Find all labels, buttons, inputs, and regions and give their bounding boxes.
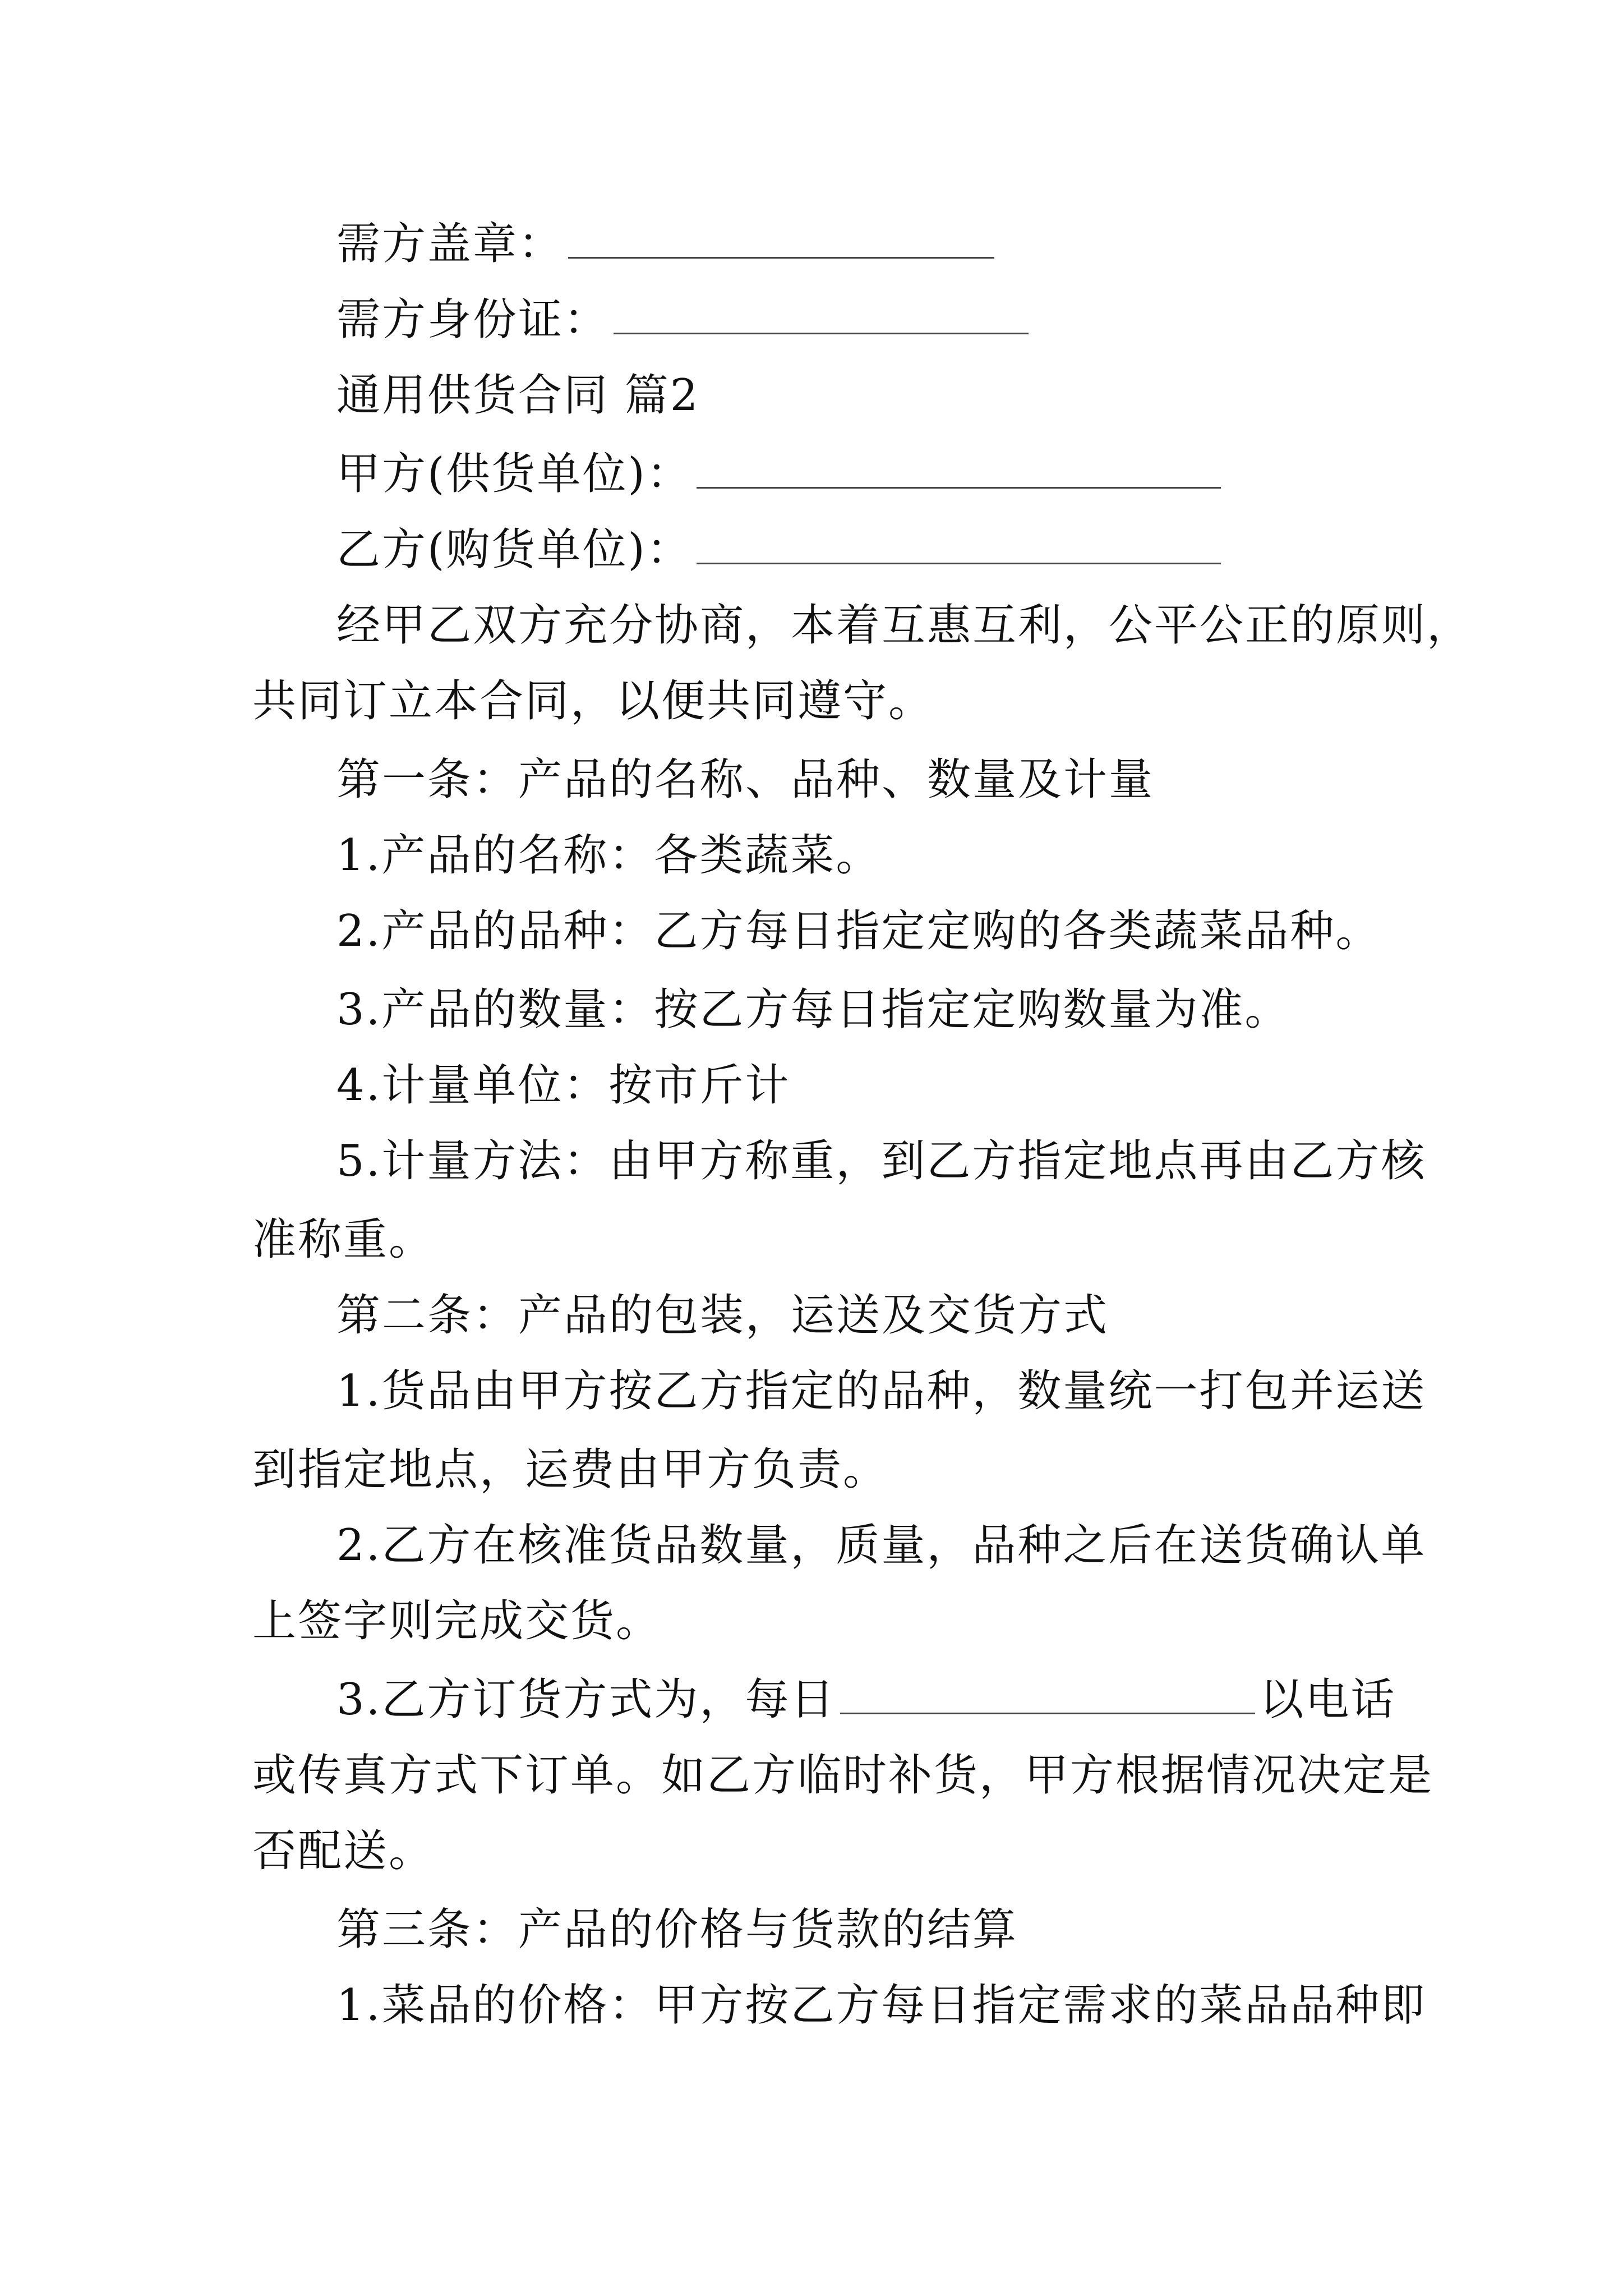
article-1-item-1: 1.产品的名称：各类蔬菜。 <box>336 830 882 881</box>
contract-title: 通用供货合同 篇2 <box>336 370 700 421</box>
article-2-heading: 第二条：产品的包装，运送及交货方式 <box>336 1290 1109 1341</box>
preamble-line-2: 共同订立本合同，以便共同遵守。 <box>252 676 934 726</box>
preamble-line-1: 经甲乙双方充分协商，本着互惠互利，公平公正的原则， <box>336 600 1473 651</box>
buyer-id-label: 需方身份证： <box>336 295 610 345</box>
article-2-item-1-line-1: 1.货品由甲方按乙方指定的品种，数量统一打包并运送 <box>336 1366 1427 1416</box>
article-1-item-5-line-2: 准称重。 <box>252 1214 435 1265</box>
party-b-label: 乙方(购货单位)： <box>336 524 692 575</box>
article-1-item-3: 3.产品的数量：按乙方每日指定定购数量为准。 <box>336 984 1290 1035</box>
party-b-line <box>336 522 1391 578</box>
order-time-blank[interactable] <box>840 1672 1255 1714</box>
buyer-seal-label: 需方盖章： <box>336 219 564 269</box>
party-b-blank[interactable] <box>697 522 1221 564</box>
party-a-blank[interactable] <box>697 447 1221 489</box>
article-2-item-2-line-2: 上签字则完成交货。 <box>252 1596 662 1646</box>
buyer-id-blank[interactable] <box>614 292 1029 334</box>
buyer-seal-blank[interactable] <box>568 217 994 259</box>
order-method-text: 3.乙方订货方式为，每日 <box>336 1674 836 1725</box>
article-2-item-1-line-2: 到指定地点，运费由甲方负责。 <box>252 1444 889 1495</box>
buyer-seal-line <box>336 216 1391 272</box>
article-2-item-2-line-1: 2.乙方在核准货品数量，质量，品种之后在送货确认单 <box>336 1520 1427 1571</box>
article-1-item-4: 4.计量单位：按市斤计 <box>336 1060 791 1111</box>
order-method-suffix: 以电话 <box>1260 1674 1396 1725</box>
article-2-item-3-line-1 <box>336 1672 1396 1728</box>
article-1-item-5-line-1: 5.计量方法：由甲方称重，到乙方指定地点再由乙方核 <box>336 1136 1427 1186</box>
article-1-item-2: 2.产品的品种：乙方每日指定定购的各类蔬菜品种。 <box>336 906 1381 956</box>
party-a-line <box>336 446 1391 502</box>
article-1-heading: 第一条：产品的名称、品种、数量及计量 <box>336 754 1155 805</box>
article-3-heading: 第三条：产品的价格与货款的结算 <box>336 1904 1018 1955</box>
buyer-id-line <box>336 292 1391 348</box>
party-a-label: 甲方(供货单位)： <box>336 449 692 499</box>
article-2-item-3-line-3: 否配送。 <box>252 1826 435 1876</box>
article-3-item-1: 1.菜品的价格：甲方按乙方每日指定需求的菜品品种即 <box>336 1980 1427 2031</box>
article-2-item-3-line-2: 或传真方式下订单。如乙方临时补货，甲方根据情况决定是 <box>252 1750 1434 1801</box>
